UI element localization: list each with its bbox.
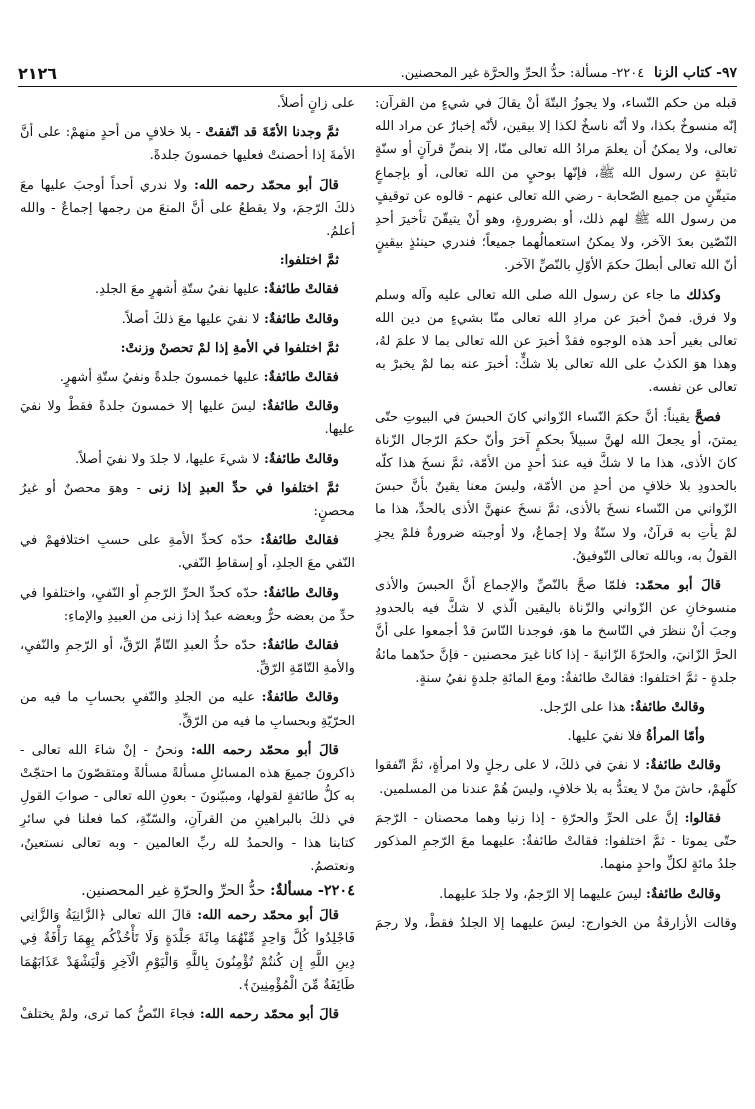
- left-column: [20, 92, 355, 1026]
- paragraph: [20, 477, 355, 523]
- paragraph: [375, 912, 737, 935]
- paragraph: [375, 807, 737, 877]
- paragraph-text: - بلا خلافٍ من أحدٍ منهمْ: على أنَّ الأمةَ إذا أحصنتْ فعليها خمسونَ جلدةً.: [20, 125, 355, 164]
- paragraph-lead: قالَ أبو محمّد رحمه الله:: [199, 1006, 339, 1022]
- paragraph-lead: قالَ أبو محمّد:: [634, 578, 721, 594]
- paragraph-lead: ثمَّ اختلفوا في حدِّ العبدِ إذا زنى: [148, 480, 339, 496]
- paragraph-lead: وقالتْ طائفةٌ:: [263, 451, 339, 467]
- paragraph: [20, 1003, 355, 1026]
- paragraph: [375, 725, 737, 748]
- paragraph-lead: وقالتْ طائفةٌ:: [263, 585, 339, 601]
- book-title: ٩٧- كتاب الزنا: [654, 65, 737, 81]
- paragraph-lead: ثمَّ اختلفوا:: [279, 253, 339, 269]
- issue-title: ٢٢٠٤- مسألة: حدُّ الحرِّ والحرَّة غير المحصنين.: [400, 66, 645, 81]
- header-rule: [18, 86, 737, 87]
- paragraph-text: عليها خمسونَ جلدةً ونفيُ ستّةِ أشهرٍ.: [59, 370, 264, 386]
- paragraph-text: فجاءَ النّصُّ كما ترى، ولمْ يختلفْ: [20, 1006, 200, 1022]
- paragraph: [20, 634, 355, 680]
- paragraph: [375, 883, 737, 906]
- paragraph: [375, 574, 737, 690]
- paragraph: [20, 395, 355, 441]
- paragraph: [20, 92, 355, 115]
- left-column-bottom: [20, 904, 355, 1026]
- paragraph-lead: وقالتْ طائفةٌ:: [262, 399, 339, 415]
- paragraph-lead: فقالتْ طائفةٌ:: [263, 370, 339, 386]
- paragraph-text: ما جاء عن رسول الله صلى الله تعالى عليه وآله وسلم ولا فرق. فمنْ أخبرَ عن مرادِ الله تعالى منّا بشيءٍ من دين الله تعالى بغير أحد هذه الوجوه فقدْ أخبرَ عن الله تعالى بما لا علمَ لهُ، وهذا هوَ الكذبُ على الله تعالى بلا شكٍّ: أخبرَ عنه بما لمْ يخبرْ به تعالى عن نفسه.: [375, 287, 737, 396]
- section-title: حدُّ الحرِّ والحرّةِ غير المحصنين.: [81, 883, 271, 900]
- paragraph-lead: وكذلك: [686, 287, 721, 303]
- paragraph: [375, 754, 737, 800]
- paragraph-text: ولا ندري أحداً أوجبَ عليها معَ ذلكَ الرّجمَ، ولا يقطعُ على أنَّ المنعَ من رجمها إجماعٌ - والله أعلمُ.: [20, 177, 355, 240]
- paragraph-lead: فقالتْ طائفةٌ:: [262, 638, 339, 654]
- paragraph: [20, 366, 355, 389]
- paragraph-text: فلا نفيَ عليها.: [567, 729, 647, 745]
- paragraph-lead: ثمَّ وجدنا الأمّةَ قد اتّفقتْ: [205, 125, 339, 141]
- section-heading: [20, 878, 355, 904]
- paragraph-text: يقيناً: أنَّ حكمَ النّساء الزّواني كانَ الحبسَ في البيوتِ حتّى يمتنَ، أو يجعلَ الله لهنَّ سبيلاً بحكمٍ آخرَ وأنّ حكمَ الرّجال الزّناة كانَ الأذى، هذا ما لا شكَّ فيه عندَ أحدٍ من الأمّة، ثمَّ نسخَ هذا كلّه بالحدودِ بلا خلافٍ من أحدٍ من الأمّة، وليسَ معنا يقينٌ بأنَّ حبسَ الزّواني من النّساء نسخَ بالأذى، ثمَّ نسخَ عنهنَّ الأذى بالحدِّ، هذا ما لمْ يأتِ به قرآنٌ، ولا سنّةٌ ولا إجماعٌ، ولا أوجبته ضرورةٌ فلمْ يجزِ القولُ به، وبالله تعالى التّوفيقُ.: [375, 409, 737, 564]
- paragraph: [20, 174, 355, 244]
- left-column-top: [20, 92, 355, 878]
- paragraph: [20, 582, 355, 628]
- running-header: [401, 65, 737, 81]
- paragraph-lead: فقالوا:: [684, 810, 721, 826]
- paragraph-text: فلمّا صحَّ بالنّصِّ والإجماع أنَّ الحبسَ والأذى منسوخانِ عن الزّواني والزّناة باليقين الّذي لا شكَّ فيه بالحدودِ وجبَ أنْ ننظرَ في النّاسخ ما هوَ، فوجدنا النّاسَ قدْ أجمعوا على أنَّ الحرَّ الزّانيَ، والحرّةَ الزّانيةَ - إذا كانا غيرَ محصنين - فإنَّ حدّهما مائةُ جلدةٍ - ثمَّ اختلفوا: فقالتْ طائفةٌ: ومعَ المائةِ جلدةٍ نفيُ سنةٍ.: [375, 578, 737, 686]
- right-column: [375, 92, 737, 935]
- paragraph-text: لا نفيَ في ذلكَ، لا على رجلٍ ولا امرأةٍ، ثمَّ اتّفقوا كلّهمْ، حاشَ منْ لا يعتدُّ به بلا خلافٍ، وليسَ هُمْ عندنا من المسلمين.: [375, 758, 737, 797]
- paragraph-lead: قالَ أبو محمّد رحمه الله:: [191, 742, 339, 758]
- paragraph-lead: فقالتْ طائفةٌ:: [263, 282, 339, 298]
- paragraph: [20, 278, 355, 301]
- paragraph-text: قالَ الله تعالى ﴿الزَّانِيَةُ وَالزَّانِي فَاجْلِدُوا كُلَّ وَاحِدٍ مِّنْهُمَا مِائَةَ جَلْدَةٍ وَلَا تَأْخُذْكُم بِهِمَا رَأْفَةٌ فِي دِينِ اللَّهِ إِن كُنتُمْ تُؤْمِنُونَ بِاللَّهِ وَالْيَوْمِ الْآخِرِ وَلْيَشْهَدْ عَذَابَهُمَا طَائِفَةٌ مِّنَ الْمُؤْمِنِينَ﴾.: [20, 908, 355, 993]
- paragraph-text: عليه من الجلدِ والنّفيِ بحسابِ ما فيه من الحرّيّةِ وبحسابِ ما فيه من الرّقِّ.: [20, 690, 355, 729]
- paragraph: [375, 284, 737, 400]
- paragraph: [20, 448, 355, 471]
- page-number: ٢١٢٦: [18, 63, 58, 83]
- paragraph-lead: وقالتْ طائفةٌ:: [261, 690, 340, 706]
- paragraph: [20, 686, 355, 732]
- paragraph-text: ونحنُ - إنْ شاءَ الله تعالى - ذاكرونَ جميعَ هذه المسائلِ مسألةً مسألةً ومتقصّونَ ما احتجّتْ به كلُّ طائفةٍ لقولها، ومبيّنونَ - بعونِ الله تعالى - صوابَ القولِ في ذلكَ بالبراهينِ من القرآنِ، والسّنّةِ، كما فعلنا في سائرِ كتابنا هذا - والحمدُ لله ربِّ العالمين - وبه تعالى نستعينُ، ونعتصمُ.: [20, 742, 355, 874]
- paragraph: [20, 337, 355, 360]
- section-label: - مسألةٌ:: [270, 882, 324, 900]
- paragraph-text: حدّه حدُّ العبدِ التّامِّ الرّقِّ، أو الرّجمِ والنّفيِ، والأمةِ التّامّةِ الرّقِّ.: [20, 638, 355, 677]
- paragraph-lead: قالَ أبو محمّد رحمه الله:: [194, 177, 339, 193]
- paragraph: [20, 249, 355, 272]
- page-header: [18, 62, 737, 84]
- paragraph: [375, 92, 737, 278]
- paragraph-lead: فقالتْ طائفةٌ:: [260, 533, 339, 549]
- paragraph-lead: وقالتْ طائفةٌ:: [629, 700, 705, 716]
- paragraph-text: إنَّ على الحرِّ والحرّةِ - إذا زنيا وهما محصنان - الرّجمَ حتّى يموتا - ثمَّ اختلفوا: فقالتْ طائفةٌ: عليهما معَ الرّجمِ المذكور جلدُ مائةٍ لكلِّ واحدٍ منهما.: [375, 810, 737, 873]
- section-number: ٢٢٠٤: [323, 882, 355, 900]
- paragraph-text: هذا على الرّجل.: [539, 700, 630, 716]
- paragraph: [20, 904, 355, 997]
- paragraph-lead: وقالتْ طائفةٌ:: [645, 886, 721, 902]
- paragraph-text: على زانٍ أصلاً.: [276, 96, 355, 111]
- paragraph-text: وقالت الأزارقةُ من الخوارج: ليسَ عليهما إلا الجلدُ فقطْ، ولا رجمَ: [375, 915, 737, 931]
- paragraph-lead: وقالتْ طائفةٌ:: [645, 758, 721, 774]
- paragraph-text: لا شيءَ عليها، لا جلدَ ولا نفيَ أصلاً.: [74, 451, 264, 467]
- paragraph-text: عليها نفيُ ستّةِ أشهرٍ معَ الجلدِ.: [94, 282, 264, 298]
- paragraph-text: - وهوَ محصنٌ أو غيرُ محصنٍ:: [20, 480, 355, 520]
- paragraph-lead: ثمَّ اختلفوا في الأمةِ إذا لمْ تحصنْ وزنتْ:: [120, 340, 339, 356]
- paragraph-text: ليسَ عليهما إلا الرّجمُ، ولا جلدَ عليهما.: [439, 886, 646, 902]
- paragraph-text: ليسَ عليها إلا خمسونَ جلدةً فقطْ ولا نفيَ عليها.: [20, 399, 355, 438]
- paragraph: [20, 739, 355, 878]
- paragraph: [375, 696, 737, 719]
- paragraph-text: قبله من حكم النّساء، ولا يجوزُ البتّةَ أنْ يقالَ في شيءٍ من القرآن: إنّه منسوخٌ بكذا، ولا أنّه ناسخٌ لكذا إلا بيقين، لأنّه إخبارٌ عن مراد الله تعالى، ولا يمكنُ أن يعلمَ مرادُ الله تعالى منّا، إلا بنصِّ قرآنٍ أو سنّةٍ ثابتةٍ عن رسول الله ﷺ، فإنّها بوحيٍ من الله تعالى، أو بإجماعٍ متيقّنٍ من جميع الصّحابة - رضي الله تعالى عنهم - قالوه عن توقيفٍ من رسول الله ﷺ لهم ذلك، أو بضرورةٍ، وهو أنْ يتيقّنَ تأخيرَ أحدِ النّصّين بعدَ الآخر، ولا يمكنُ استعمالُهما جميعاً؛ فندري حينئذٍ بيقينٍ أنّ الله تعالى أبطلَ حكمَ الأوّلِ بالنّصِّ الآخر.: [375, 96, 737, 274]
- paragraph-text: لا نفيَ عليها معَ ذلكَ أصلاً.: [121, 311, 264, 327]
- paragraph: [20, 308, 355, 331]
- paragraph-text: حدّه كحدِّ الأمةِ على حسبِ اختلافهمْ في النّفي معَ الجلدِ، أو إسقاطِ النّفي.: [20, 533, 355, 572]
- paragraph-text: حدّه كحدِّ الحرِّ الرّجمِ أو النّفيِ، واختلفوا في حدِّ من بعضه حرٌّ وبعضه عبدٌ إذا زنى من العبيدِ والإماءِ:: [20, 585, 355, 624]
- paragraph-lead: قالَ أبو محمّد رحمه الله:: [197, 908, 339, 924]
- paragraph-lead: فصحَّ: [694, 409, 721, 425]
- paragraph-lead: وأمّا المرأةُ: [646, 729, 705, 745]
- paragraph: [20, 121, 355, 167]
- paragraph: [20, 529, 355, 575]
- paragraph-lead: وقالتْ طائفةٌ:: [263, 311, 339, 327]
- paragraph: [375, 406, 737, 568]
